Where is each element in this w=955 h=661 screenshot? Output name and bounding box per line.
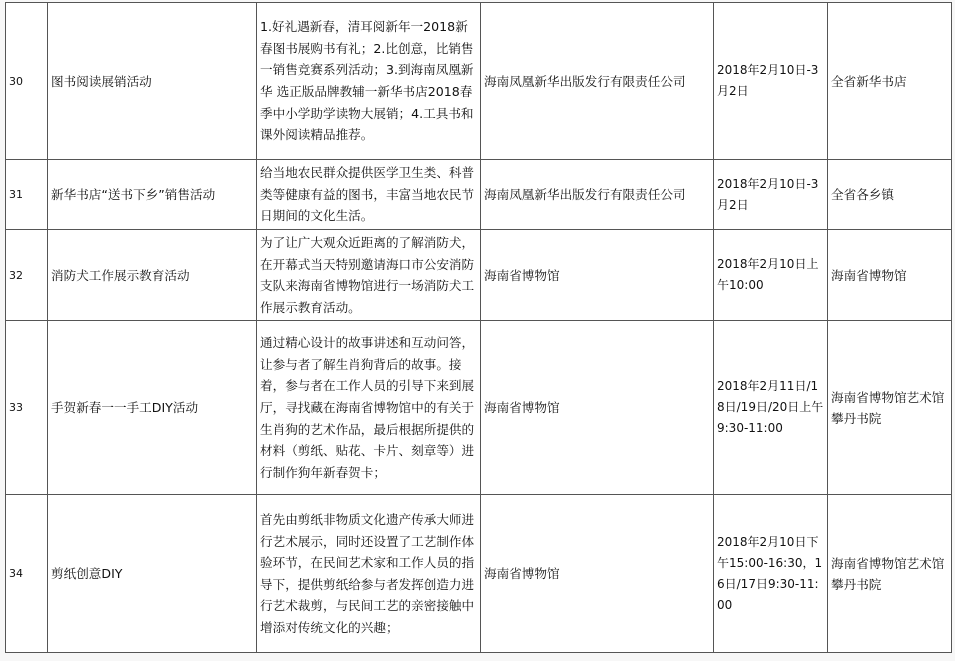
row-number: 33 bbox=[6, 321, 48, 495]
row-number: 34 bbox=[6, 495, 48, 653]
table-row bbox=[6, 230, 952, 321]
activity-time: 2018年2月10日下午15:00-16:30，16日/17日9:30-11:00 bbox=[714, 495, 828, 653]
activity-time: 2018年2月10日上午10:00 bbox=[714, 230, 828, 321]
table-row bbox=[6, 3, 952, 160]
row-number: 31 bbox=[6, 160, 48, 230]
activity-name: 剪纸创意DIY bbox=[48, 495, 257, 653]
activity-time: 2018年2月10日-3月2日 bbox=[714, 160, 828, 230]
activity-time: 2018年2月10日-3月2日 bbox=[714, 3, 828, 160]
activity-content: 首先由剪纸非物质文化遗产传承大师进行艺术展示，同时还设置了工艺制作体验环节，在民间艺术家和工作人员的指导下，提供剪纸给参与者发挥创造力进行艺术裁剪，与民间工艺的亲密接触中增添对传统文化的兴趣； bbox=[257, 495, 481, 653]
table-row bbox=[6, 160, 952, 230]
activity-place: 全省各乡镇 bbox=[828, 160, 952, 230]
activity-content: 通过精心设计的故事讲述和互动问答，让参与者了解生肖狗背后的故事。接着，参与者在工作人员的引导下来到展厅，寻找藏在海南省博物馆中的有关于生肖狗的艺术作品，最后根据所提供的材料（剪纸、贴花、卡片、刻章等）进行制作狗年新春贺卡； bbox=[257, 321, 481, 495]
activity-content: 为了让广大观众近距离的了解消防犬，在开幕式当天特别邀请海口市公安消防支队来海南省博物馆进行一场消防犬工作展示教育活动。 bbox=[257, 230, 481, 321]
activity-place: 全省新华书店 bbox=[828, 3, 952, 160]
activity-name: 新华书店“送书下乡”销售活动 bbox=[48, 160, 257, 230]
activity-time: 2018年2月11日/18日/19日/20日上午9:30-11:00 bbox=[714, 321, 828, 495]
activity-name: 图书阅读展销活动 bbox=[48, 3, 257, 160]
activity-content: 给当地农民群众提供医学卫生类、科普类等健康有益的图书，丰富当地农民节日期间的文化生活。 bbox=[257, 160, 481, 230]
activity-place: 海南省博物馆艺术馆攀丹书院 bbox=[828, 321, 952, 495]
activity-name: 手贺新春一一手工DIY活动 bbox=[48, 321, 257, 495]
activity-content: 1.好礼遇新春，清耳阅新年一2018新春图书展购书有礼；2.比创意，比销售一销售竞赛系列活动；3.到海南凤凰新华 选正版品牌教辅一新华书店2018春季中小学助学读物大展销；4.工具书和课外阅读精品推荐。 bbox=[257, 3, 481, 160]
organizer: 海南省博物馆 bbox=[481, 321, 714, 495]
organizer: 海南省博物馆 bbox=[481, 495, 714, 653]
organizer: 海南凤凰新华出版发行有限责任公司 bbox=[481, 160, 714, 230]
organizer: 海南省博物馆 bbox=[481, 230, 714, 321]
activity-name: 消防犬工作展示教育活动 bbox=[48, 230, 257, 321]
table-row bbox=[6, 321, 952, 495]
activity-place: 海南省博物馆艺术馆攀丹书院 bbox=[828, 495, 952, 653]
table-row bbox=[6, 495, 952, 653]
activity-place: 海南省博物馆 bbox=[828, 230, 952, 321]
row-number: 30 bbox=[6, 3, 48, 160]
organizer: 海南凤凰新华出版发行有限责任公司 bbox=[481, 3, 714, 160]
row-number: 32 bbox=[6, 230, 48, 321]
table-bottom-edge bbox=[5, 652, 951, 661]
activity-table bbox=[5, 2, 952, 653]
